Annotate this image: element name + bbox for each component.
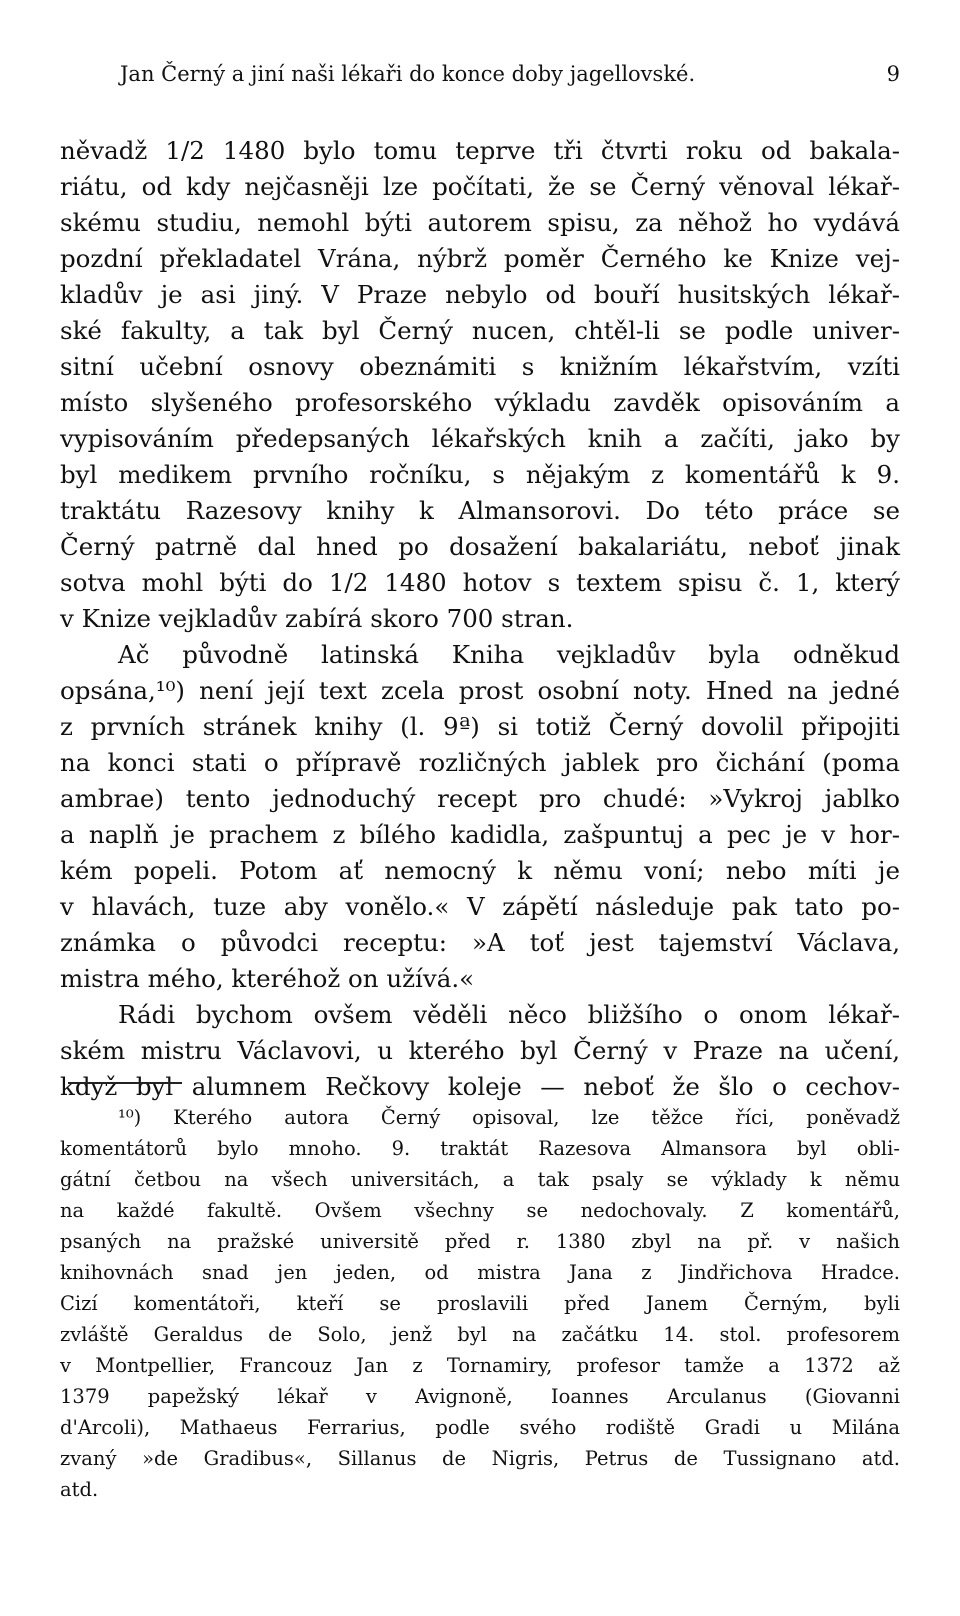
body-line: kém popeli. Potom ať nemocný k němu voní; nebo míti je (60, 856, 900, 885)
body-line: ambrae) tento jednoduchý recept pro chudé: »Vykroj jablko (60, 784, 900, 813)
footnote-line: 1379 papežský lékař v Avignoně, Ioannes Arculanus (Giovanni (60, 1385, 900, 1408)
body-line: skému studiu, nemohl býti autorem spisu, za něhož ho vydává (60, 208, 900, 237)
body-line: Ač původně latinská Kniha vejkladův byla odněkud (118, 640, 900, 669)
body-line: a naplň je prachem z bílého kadidla, zašpuntuj a pec je v hor- (60, 820, 900, 849)
body-line: místo slyšeného profesorského výkladu zavděk opisováním a (60, 388, 900, 417)
body-line: opsána,¹⁰) není její text zcela prost osobní noty. Hned na jedné (60, 676, 900, 705)
footnote-line: komentátorů bylo mnoho. 9. traktát Razesova Almansora byl obli- (60, 1137, 900, 1160)
running-title: Jan Černý a jiní naši lékaři do konce doby jagellovské. (120, 62, 696, 86)
footnote-line: zvláště Geraldus de Solo, jenž byl na začátku 14. stol. profesorem (60, 1323, 900, 1346)
body-line: v Knize vejkladův zabírá skoro 700 stran. (60, 604, 574, 633)
body-line: ské fakulty, a tak byl Černý nucen, chtěl-li se podle univer- (60, 316, 900, 345)
body-line: vypisováním předepsaných lékařských knih a začíti, jako by (60, 424, 900, 453)
body-line: Rádi bychom ovšem věděli něco bližšího o onom lékař- (118, 1000, 900, 1029)
page-number: 9 (886, 62, 900, 86)
body-line: kladův je asi jiný. V Praze nebylo od bouří husitských lékař- (60, 280, 900, 309)
body-line: pozdní překladatel Vrána, nýbrž poměr Černého ke Knize vej- (60, 244, 900, 273)
body-line: Černý patrně dal hned po dosažení bakalariátu, neboť jinak (60, 532, 900, 561)
body-line: riátu, od kdy nejčasněji lze počítati, že se Černý věnoval lékař- (60, 172, 900, 201)
body-line: ském mistru Václavovi, u kterého byl Černý v Praze na učení, (60, 1036, 900, 1065)
body-line: známka o původci receptu: »A toť jest tajemství Václava, (60, 928, 900, 957)
footnote-separator (68, 1082, 182, 1084)
footnote-line: atd. (60, 1478, 99, 1501)
body-line: sotva mohl býti do 1/2 1480 hotov s textem spisu č. 1, který (60, 568, 900, 597)
body-line: z prvních stránek knihy (l. 9ª) si totiž Černý dovolil připojiti (60, 712, 900, 741)
footnote-line: na každé fakultě. Ovšem všechny se nedochovaly. Z komentářů, (60, 1199, 900, 1222)
footnote-line: psaných na pražské universitě před r. 1380 zbyl na př. v našich (60, 1230, 900, 1253)
footnote-line: knihovnách snad jen jeden, od mistra Jana z Jindřichova Hradce. (60, 1261, 900, 1284)
body-line: byl medikem prvního ročníku, s nějakým z komentářů k 9. (60, 460, 900, 489)
body-line: mistra mého, kteréhož on užívá.« (60, 964, 475, 993)
body-line: v hlavách, tuze aby vonělo.« V zápětí následuje pak tato po- (60, 892, 900, 921)
body-line: sitní učební osnovy obeznámiti s knižním lékařstvím, vzíti (60, 352, 900, 381)
footnote-line: v Montpellier, Francouz Jan z Tornamiry, profesor tamže a 1372 až (60, 1354, 900, 1377)
page-header (60, 58, 900, 90)
body-line: něvadž 1/2 1480 bylo tomu teprve tři čtvrti roku od bakala- (60, 136, 900, 165)
footnote-line: d'Arcoli), Mathaeus Ferrarius, podle svého rodiště Gradi u Milána (60, 1416, 900, 1439)
body-line: na konci stati o přípravě rozličných jablek pro čichání (poma (60, 748, 900, 777)
footnote-line: zvaný »de Gradibus«, Sillanus de Nigris, Petrus de Tussignano atd. (60, 1447, 900, 1470)
footnote-line: ¹⁰) Kterého autora Černý opisoval, lze těžce říci, poněvadž (118, 1106, 900, 1129)
body-line: traktátu Razesovy knihy k Almansorovi. Do této práce se (60, 496, 900, 525)
footnote-line: Cizí komentátoři, kteří se proslavili před Janem Černým, byli (60, 1292, 900, 1315)
footnote-line: gátní četbou na všech universitách, a tak psaly se výklady k němu (60, 1168, 900, 1191)
body-line: když byl alumnem Rečkovy koleje — neboť že šlo o cechov- (60, 1072, 900, 1101)
